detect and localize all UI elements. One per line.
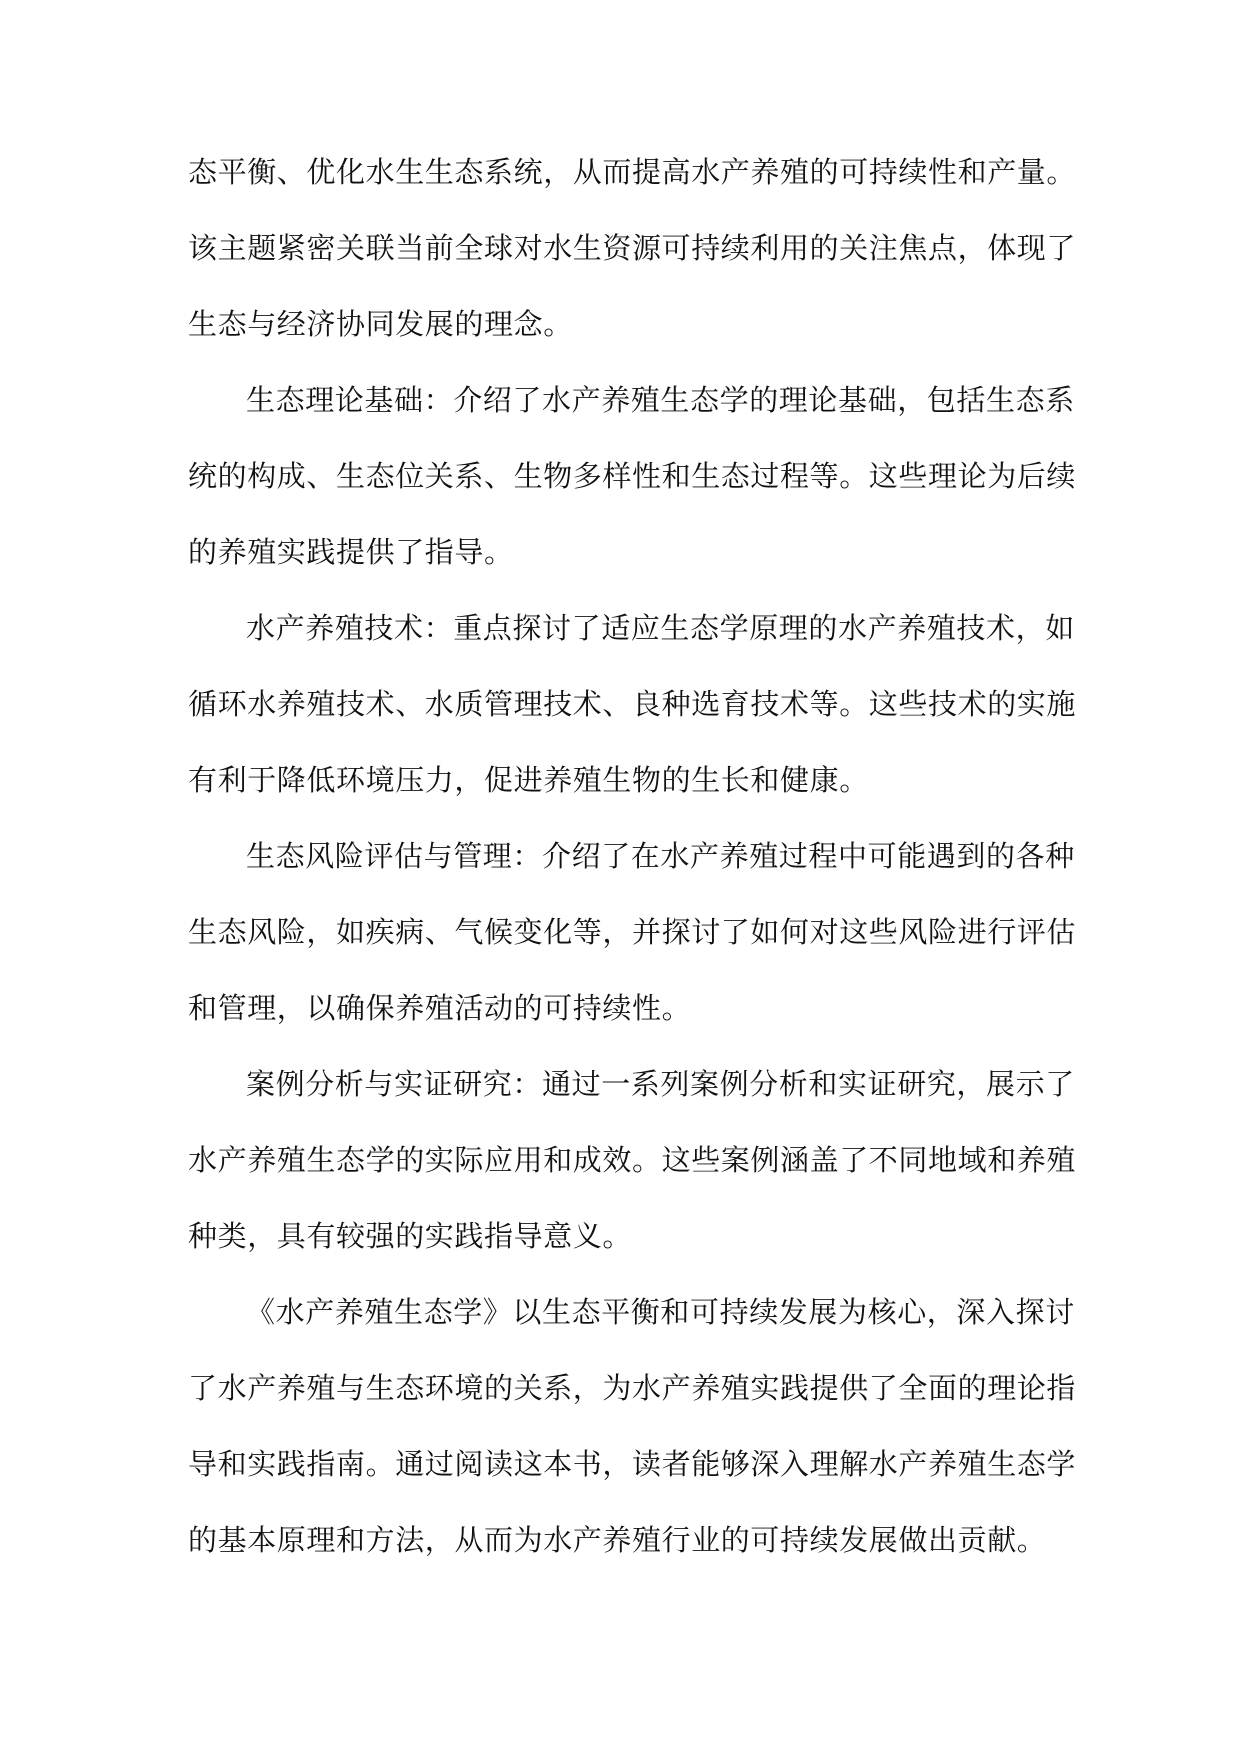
text-line: 循环水养殖技术、水质管理技术、良种选育技术等。这些技术的实施 (188, 687, 1077, 721)
text-line: 的基本原理和方法，从而为水产养殖行业的可持续发展做出贡献。 (188, 1523, 1047, 1557)
text-line: 的养殖实践提供了指导。 (188, 535, 514, 569)
paragraph-risk-management (188, 825, 1077, 1053)
text-line: 统的构成、生态位关系、生物多样性和生态过程等。这些理论为后续 (188, 459, 1077, 493)
text-line: 生态理论基础：介绍了水产养殖生态学的理论基础，包括生态系 (246, 383, 1075, 417)
paragraph-theory-basis (188, 369, 1077, 597)
text-line: 案例分析与实证研究：通过一系列案例分析和实证研究，展示了 (246, 1067, 1075, 1101)
text-line: 水产养殖技术：重点探讨了适应生态学原理的水产养殖技术，如 (246, 611, 1075, 645)
text-line: 有利于降低环境压力，促进养殖生物的生长和健康。 (188, 763, 869, 797)
text-line: 《水产养殖生态学》以生态平衡和可持续发展为核心，深入探讨 (246, 1295, 1075, 1329)
text-line: 生态风险评估与管理：介绍了在水产养殖过程中可能遇到的各种 (246, 839, 1075, 873)
text-line: 和管理，以确保养殖活动的可持续性。 (188, 991, 692, 1025)
paragraph-conclusion (188, 1281, 1077, 1585)
text-line: 该主题紧密关联当前全球对水生资源可持续利用的关注焦点，体现了 (188, 231, 1077, 265)
text-line: 水产养殖生态学的实际应用和成效。这些案例涵盖了不同地域和养殖 (188, 1143, 1077, 1177)
text-line: 种类，具有较强的实践指导意义。 (188, 1219, 633, 1253)
paragraph-aquaculture-technology (188, 597, 1077, 825)
text-line: 态平衡、优化水生生态系统，从而提高水产养殖的可持续性和产量。 (188, 155, 1077, 189)
body-text (188, 141, 1077, 1585)
paragraph-ecosystem-balance (188, 141, 1077, 369)
paragraph-case-studies (188, 1053, 1077, 1281)
text-line: 了水产养殖与生态环境的关系，为水产养殖实践提供了全面的理论指 (188, 1371, 1077, 1405)
text-line: 生态与经济协同发展的理念。 (188, 307, 573, 341)
text-line: 生态风险，如疾病、气候变化等，并探讨了如何对这些风险进行评估 (188, 915, 1077, 949)
text-line: 导和实践指南。通过阅读这本书，读者能够深入理解水产养殖生态学 (188, 1447, 1077, 1481)
